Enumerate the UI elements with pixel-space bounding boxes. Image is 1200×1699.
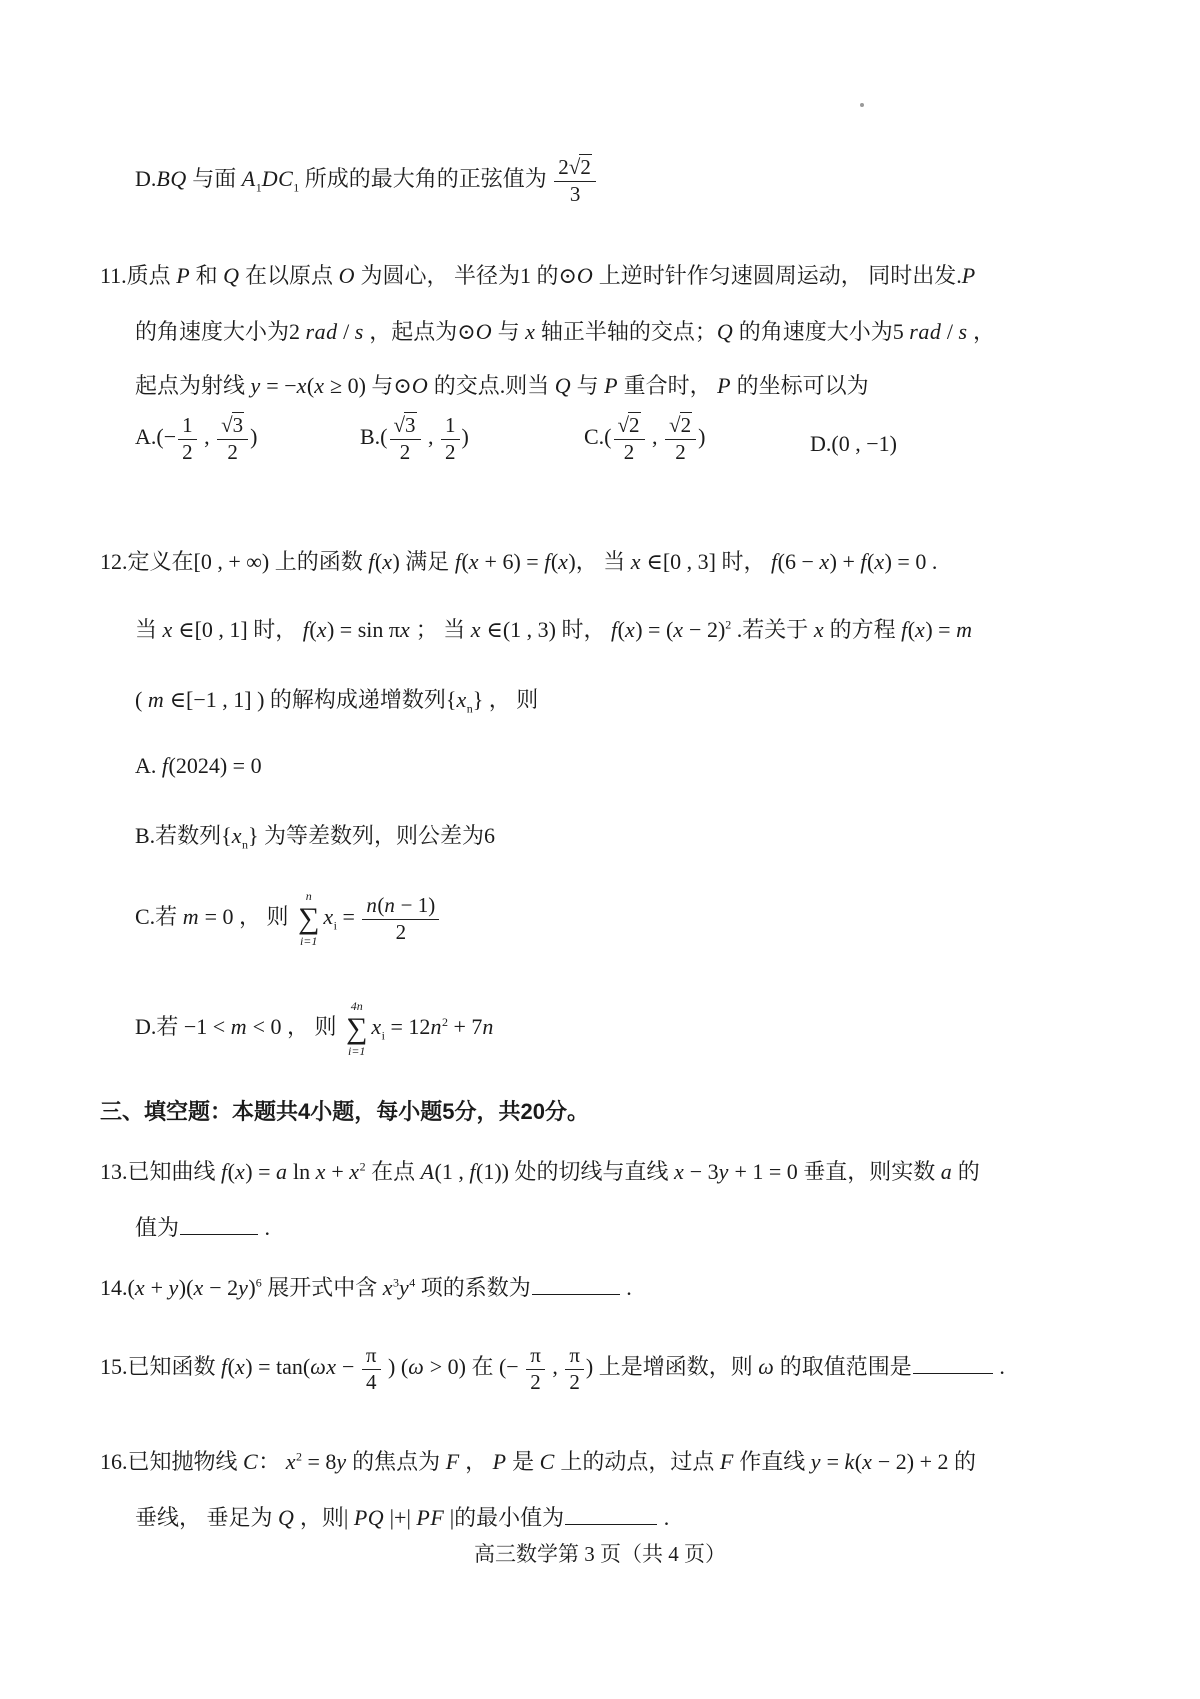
q16-line-1: 16.已知抛物线 C： $x^2 = 8y$ 的焦点为 F ， P 是 C 上的动点，过点 F 作直线 y = k(x − 2) + 2 的 [100, 1449, 977, 1474]
q12-option-c: C.若 m = 0 ， 则 n ∑ i=1 $x_i$ = $\frac{n(n - 1)}{2}$ [135, 890, 441, 948]
q13-line-1: 13.已知曲线 f(x) = a $\ln x + x^2$ 在点 A(1 , f(1)) 处的切线与直线 x − 3y + 1 = 0 垂直，则实数 a 的 [100, 1159, 980, 1184]
q15-line: 15.已知函数 f(x) = tan(ωx − $\frac{\pi}{4}$ ) (ω > 0) 在 (− $\frac{\pi}{2}$ , $\frac{\pi}{2}$ ) 上是增函数，则 ω 的取值范围是 . [100, 1343, 1005, 1394]
q12-line-1: 12.定义在[0 , + ∞) 上的函数 f(x) 满足 f(x + 6) = f(x)， 当 x ∈[0 , 3] 时， f(6 − x) + f(x) = 0 . [100, 549, 938, 574]
q12-line-3: ( m ∈[−1 , 1] ) 的解构成递增数列$\{x_n\}$ ， 则 [135, 687, 539, 716]
section-3-header: 三、填空题：本题共4小题，每小题5分，共20分。 [100, 1099, 589, 1124]
q12-option-a: A. f(2024) = 0 [135, 753, 262, 778]
q11-line-3: 起点为射线 y = −x(x ≥ 0) 与⊙O 的交点.则当 Q 与 P 重合时， P 的坐标可以为 [135, 373, 869, 398]
page-footer: 高三数学第 3 页（共 4 页） [474, 1542, 726, 1566]
q11-option-d: D.(0 , −1) [810, 431, 897, 456]
q11-line-2: 的角速度大小为2 rad / s ，起点为⊙O 与 x 轴正半轴的交点；Q 的角速度大小为5 rad / s ， [135, 319, 996, 344]
q12-option-d: D.若 −1 < m < 0 ， 则 4n ∑ i=1 $x_i = 12n^2 + 7n$ [135, 999, 494, 1059]
q16-line-2: 垂线， 垂足为 Q ，则| PQ |+| PF |的最小值为 . [135, 1502, 669, 1533]
q11-option-a: A.(− $\frac{1}{2}$ , $\frac{√3}{2}$ ) [135, 413, 258, 464]
q12-line-2: 当 x ∈[0 , 1] 时， f(x) = sin πx ； 当 x ∈(1 , 3) 时， $f(x) = (x - 2)^2$ .若关于 x 的方程 f(x) = m [135, 617, 973, 642]
q11-option-c: C.( $\frac{√2}{2}$ , $\frac{√2}{2}$ ) [584, 413, 706, 464]
scan-artifact-dot [860, 103, 864, 107]
q11-line-1: 11.质点 P 和 Q 在以原点 O 为圆心， 半径为1 的⊙O 上逆时针作匀速圆周运动， 同时出发.P [100, 263, 976, 288]
q13-line-2: 值为 . [135, 1212, 270, 1243]
q11-option-b: B.( $\frac{√3}{2}$ , $\frac{1}{2}$ ) [360, 413, 469, 464]
q10-option-d: D.BQ 与面 $A_1DC_1$ 所成的最大角的正弦值为 $\frac{2√2}{3}$ [135, 156, 598, 206]
q14-line: $14.(x + y)(x - 2y)^6$ 展开式中含 $x^3y^4$ 项的系数为 . [100, 1272, 632, 1303]
q12-option-b: B.若数列$\{x_n\}$ 为等差数列，则公差为6 [135, 823, 496, 852]
